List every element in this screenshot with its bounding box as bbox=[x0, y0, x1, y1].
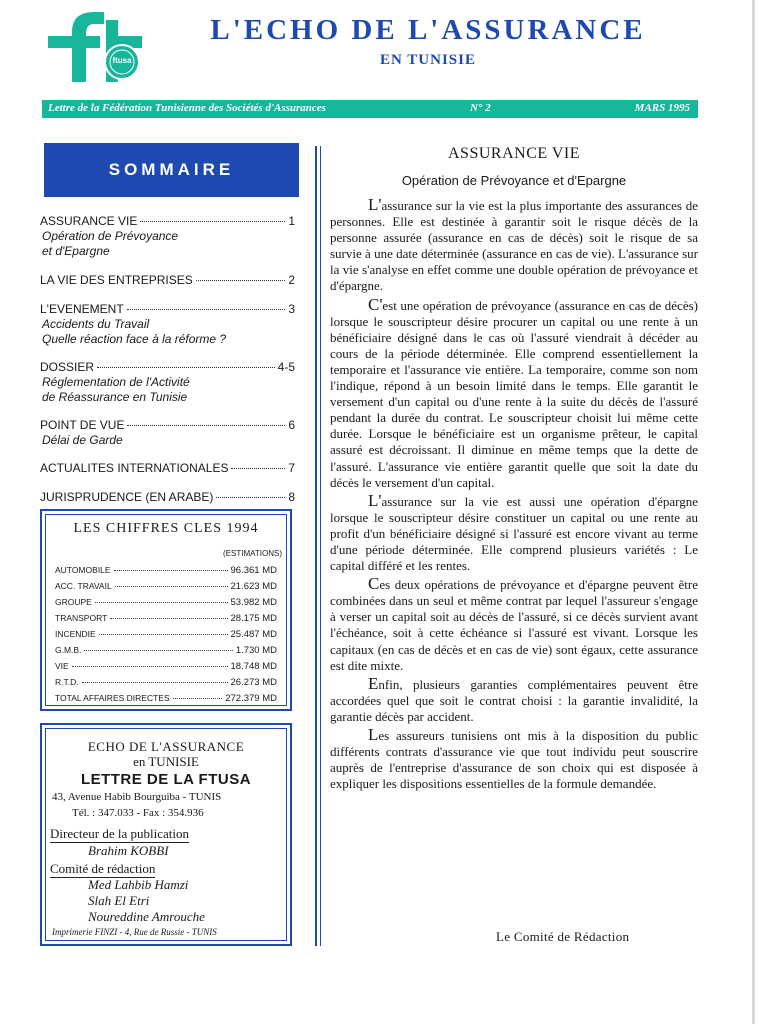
director-heading: Directeur de la publication bbox=[50, 826, 189, 841]
column-divider bbox=[315, 146, 317, 946]
issue-number: N° 2 bbox=[470, 102, 491, 114]
toc-page: 6 bbox=[288, 418, 295, 432]
toc-title: DOSSIER bbox=[40, 360, 95, 374]
toc-page: 8 bbox=[288, 490, 295, 504]
sommaire-heading: SOMMAIRE bbox=[44, 143, 299, 197]
stat-label: TOTAL AFFAIRES DIRECTES bbox=[55, 693, 170, 703]
stat-value: 26.273 MD bbox=[230, 677, 277, 688]
issue-ribbon bbox=[42, 100, 698, 118]
stat-value: 21.623 MD bbox=[230, 581, 277, 592]
toc-title: JURISPRUDENCE (EN ARABE) bbox=[40, 490, 214, 504]
federation-line: Lettre de la Fédération Tunisienne des Sociétés d'Assurances bbox=[48, 102, 326, 114]
toc-subtitle: de Réassurance en Tunisie bbox=[42, 390, 188, 404]
stat-row bbox=[55, 627, 277, 642]
stat-label: G.M.B. bbox=[55, 645, 82, 655]
toc-subtitle: Réglementation de l'Activité bbox=[42, 375, 190, 389]
info-phone: Tél. : 347.033 - Fax : 354.936 bbox=[72, 807, 204, 819]
article-title: ASSURANCE VIE bbox=[448, 145, 580, 162]
stat-row bbox=[55, 563, 277, 578]
scan-edge bbox=[752, 0, 755, 1024]
toc-page: 7 bbox=[288, 461, 295, 475]
stat-row bbox=[55, 579, 277, 594]
toc-entry-assurance-vie bbox=[40, 214, 295, 259]
stat-label: ACC. TRAVAIL bbox=[55, 581, 112, 591]
issue-date: MARS 1995 bbox=[634, 102, 690, 114]
stat-row bbox=[55, 675, 277, 690]
toc-entry-evenement bbox=[40, 302, 295, 347]
info-title-3: LETTRE DE LA FTUSA bbox=[80, 771, 252, 788]
stat-value: 96.361 MD bbox=[230, 565, 277, 576]
toc-subtitle: Quelle réaction face à la réforme ? bbox=[42, 332, 227, 346]
info-title: ECHO DE L'ASSURANCE bbox=[87, 739, 245, 754]
stat-row bbox=[55, 659, 277, 674]
printer-line: Imprimerie FINZI - 4, Rue de Russie - TUNIS bbox=[52, 927, 217, 937]
toc-title: POINT DE VUE bbox=[40, 418, 125, 432]
article-body bbox=[330, 197, 698, 794]
toc-page: 3 bbox=[288, 302, 295, 316]
director-name: Brahim KOBBI bbox=[88, 843, 169, 858]
toc-entry-jurisprudence bbox=[40, 490, 295, 505]
info-address: 43, Avenue Habib Bourguiba - TUNIS bbox=[52, 791, 222, 803]
toc-page: 1 bbox=[288, 214, 295, 228]
article-paragraph: Ces deux opérations de prévoyance et d'épargne peuvent être combinées dans un seul et même contrat par lequel l'assureur s'engage à verser un capital soit au décès de l'assuré, si ce décès survient avant l'échéance, soit à cette échéance si l'assuré est vivant. Lorsque les capitaux (en cas de décès et en cas de vie) sont égaux, cette assurance est dite mixte. bbox=[330, 574, 698, 673]
stat-label: AUTOMOBILE bbox=[55, 565, 111, 575]
toc-entry-vie-entreprises bbox=[40, 273, 295, 288]
stat-label: INCENDIE bbox=[55, 629, 96, 639]
toc-title: ASSURANCE VIE bbox=[40, 214, 138, 228]
article-paragraph: L'assurance sur la vie est aussi une opération d'épargne lorsque le souscripteur désire constituer un capital ou une rente au profit d'un bénéficiaire désigné si l'assuré est encore vivant au terme d'une période déterminée. Elle comprend plusieurs variétés : Le capital différé et les rentes. bbox=[330, 490, 698, 574]
key-figures-box bbox=[40, 509, 292, 711]
stat-row bbox=[55, 595, 277, 610]
article-paragraph: L'assurance sur la vie est la plus importante des assurances de personnes. Elle est destinée à garantir soit le risque décès de la personne assurée (assurance en cas de décès) soit le risque de sa survie à une date déterminée (assurance en cas de vie). L'assurance sur la vie s'analyse en effet comme une double opération de prévoyance et d'épargne. bbox=[330, 195, 698, 294]
ftusa-logo bbox=[42, 6, 146, 84]
article-paragraph: C'est une opération de prévoyance (assurance en cas de décès) lorsque le souscripteur désire procurer un capital ou une rente à un bénéficiaire désigné dans le cas où l'assuré viendrait à décéder au cours de la période déterminée. Elle comprend essentiellement la temporaire et l'assurance vie entière. La temporaire, comme son nom l'indique, répond à un besoin limité dans le temps. Elle garantit le versement d'un capital ou d'une rente à la suite du décès de l'assuré pendant la durée du contrat. Le souscripteur choisit lui même cette durée. Lorsque le bénéficiaire est un organisme prêteur, le capital assuré est décroissant. Il diminue en même temps que la dette de l'assuré. L'assurance vie entière garantit quelle que soit la date du décès le versement d'un capital. bbox=[330, 294, 698, 490]
stat-row bbox=[55, 611, 277, 626]
toc-subtitle: et d'Epargne bbox=[42, 244, 110, 258]
toc-page: 2 bbox=[288, 273, 295, 287]
article-paragraph: Les assureurs tunisiens ont mis à la disposition du public différents contrats d'assurance vie que tout individu peut souscrire auprès de l'entreprise d'assurance de son choix qui est disposée à expliquer les dispositions essentielles de la formule demandée. bbox=[330, 725, 698, 792]
toc-title: L'EVENEMENT bbox=[40, 302, 124, 316]
newsletter-subtitle: EN TUNISIE bbox=[379, 52, 476, 68]
article-paragraph: Enfin, plusieurs garanties complémentaires peuvent être accordées quel que soit le contrat choisi : la garantie invalidité, la garantie décès par accident. bbox=[330, 673, 698, 724]
stat-label: GROUPE bbox=[55, 597, 92, 607]
column-divider bbox=[320, 146, 321, 946]
ftusa-logo-icon bbox=[42, 6, 146, 84]
article-subtitle: Opération de Prévoyance et d'Epargne bbox=[401, 173, 627, 188]
committee-heading: Comité de rédaction bbox=[50, 861, 156, 876]
key-figures-title: LES CHIFFRES CLES 1994 bbox=[73, 521, 259, 536]
committee-member: Noureddine Amrouche bbox=[88, 909, 205, 924]
key-figures-note: (ESTIMATIONS) bbox=[223, 549, 282, 558]
stat-value: 1.730 MD bbox=[235, 645, 277, 656]
stat-value: 28.175 MD bbox=[230, 613, 277, 624]
stat-label: VIE bbox=[55, 661, 69, 671]
stat-row bbox=[55, 643, 277, 658]
toc-entry-point-de-vue bbox=[40, 418, 295, 448]
toc-title: LA VIE DES ENTREPRISES bbox=[40, 273, 193, 287]
publication-info-box bbox=[40, 723, 292, 946]
stat-value: 53.982 MD bbox=[230, 597, 277, 608]
toc-title: ACTUALITES INTERNATIONALES bbox=[40, 461, 229, 475]
toc-entry-actualites bbox=[40, 461, 295, 476]
stat-label: TRANSPORT bbox=[55, 613, 108, 623]
toc-entry-dossier bbox=[40, 360, 295, 405]
toc-subtitle: Accidents du Travail bbox=[42, 317, 150, 331]
toc-subtitle: Délai de Garde bbox=[42, 433, 123, 447]
article-signature: Le Comité de Rédaction bbox=[496, 929, 630, 944]
committee-member: Med Lahbib Hamzi bbox=[88, 877, 189, 892]
stat-value: 272.379 MD bbox=[225, 693, 277, 704]
committee-member: Slah El Etri bbox=[88, 893, 150, 908]
newsletter-title: L'ECHO DE L'ASSURANCE bbox=[210, 14, 646, 46]
toc-page: 4-5 bbox=[277, 360, 295, 374]
stat-row-total bbox=[55, 691, 277, 706]
stat-value: 25.487 MD bbox=[230, 629, 277, 640]
toc-subtitle: Opération de Prévoyance bbox=[42, 229, 179, 243]
stat-value: 18.748 MD bbox=[230, 661, 277, 672]
stat-label: R.T.D. bbox=[55, 677, 79, 687]
logo-badge-text: ftusa bbox=[112, 56, 132, 65]
info-title-2: en TUNISIE bbox=[133, 754, 199, 769]
